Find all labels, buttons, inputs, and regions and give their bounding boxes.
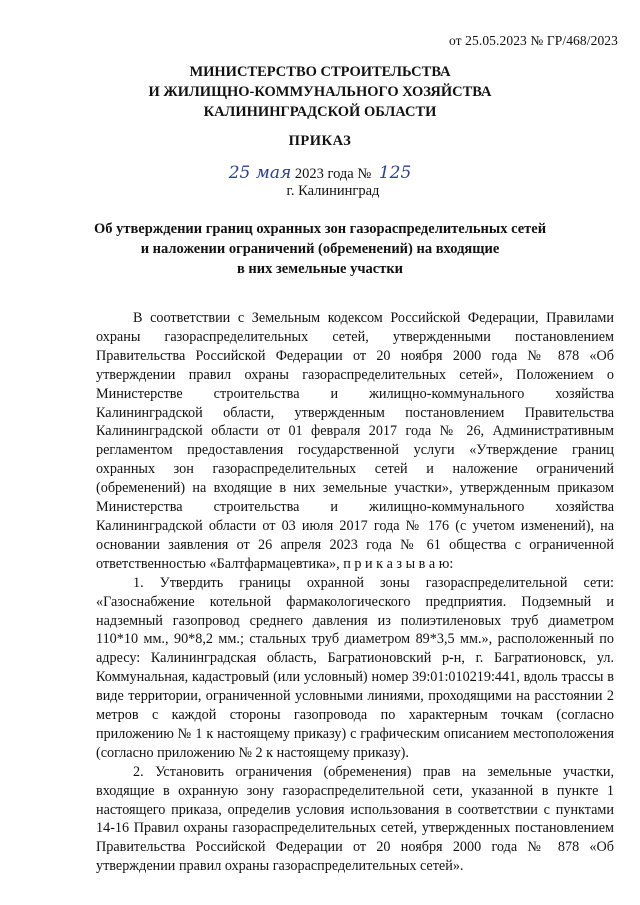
handwritten-date: 25 мая [228, 163, 292, 183]
body-paragraph-item-1: 1. Утвердить границы охранной зоны газораспределительной сети: «Газоснабжение котельной фармакологического предприятия. Подземный и надземный газопровод среднего давления из полиэтиленовых труб диаметром 110*10 мм., 90*8,2 мм.; стальных труб диаметром 89*3,5 мм.», расположенный по адресу: Калининградская область, Багратионовский р-н, г. Багратионовск, ул. Коммунальная, кадастровый (или условный) номер 39:01:010219:441, вдоль трассы в виде территории, ограниченной условными линиями, проходящими на расстоянии 2 метров с каждой стороны газопровода по характерным точкам (согласно приложению № 1 к настоящему приказу) с графическим описанием местоположения (согласно приложению № 2 к настоящему приказу). [96, 574, 614, 761]
order-city: г. Калининград [286, 183, 380, 199]
handwritten-order-number: 125 [378, 163, 412, 183]
body-paragraph-preamble: В соответствии с Земельным кодексом Российской Федерации, Правилами охраны газораспределительных сетей, утвержденными постановлением Правительства Российской Федерации от 20 ноября 2000 года № 878 «Об утверждении правил охраны газораспределительных сетей», Положением о Министерстве строительства и жилищно-коммунального хозяйства Калининградской области, утвержденным постановлением Правительства Калининградской области от 01 февраля 2017 года № 26, Административным регламентом предоставления государственной услуги «Утверждение границ охранных зон газораспределительных сетей и наложение ограничений (обременений) на входящие в них земельные участки», утвержденным приказом Министерства строительства и жилищно-коммунального хозяйства Калининградской области от 03 июля 2017 года № 176 (с учетом изменений), на основании заявления от 26 апреля 2023 года № 61 общества с ограниченной ответственностью «Балтфармацевтика», п р и к а з ы в а ю: [96, 310, 614, 572]
order-title: ПРИКАЗ [288, 133, 352, 149]
ministry-line-1: МИНИСТЕРСТВО СТРОИТЕЛЬСТВА [189, 64, 451, 80]
order-date-line [0, 163, 640, 183]
ministry-heading [0, 62, 640, 122]
subject-line-1: Об утверждении границ охранных зон газораспределительных сетей [93, 221, 547, 237]
order-body [96, 309, 614, 876]
order-subject [0, 219, 640, 279]
subject-line-3: в них земельные участки [236, 261, 404, 277]
order-year-text: 2023 года № [294, 166, 372, 182]
registration-reference: от 25.05.2023 № ГР/468/2023 [449, 33, 618, 48]
ministry-line-3: КАЛИНИНГРАДСКОЙ ОБЛАСТИ [203, 104, 437, 120]
ministry-line-2: И ЖИЛИЩНО-КОММУНАЛЬНОГО ХОЗЯЙСТВА [148, 84, 492, 100]
subject-line-2: и наложении ограничений (обременений) на входящие [140, 241, 500, 257]
body-paragraph-item-2: 2. Установить ограничения (обременения) прав на земельные участки, входящие в охранную зону газораспределительной сети, указанной в пункте 1 настоящего приказа, определив условия использования в соответствии с пунктами 14-16 Правил охраны газораспределительных сетей, утвержденных постановлением Правительства Российской Федерации от 20 ноября 2000 года № 878 «Об утверждении правил охраны газораспределительных сетей». [96, 763, 614, 875]
